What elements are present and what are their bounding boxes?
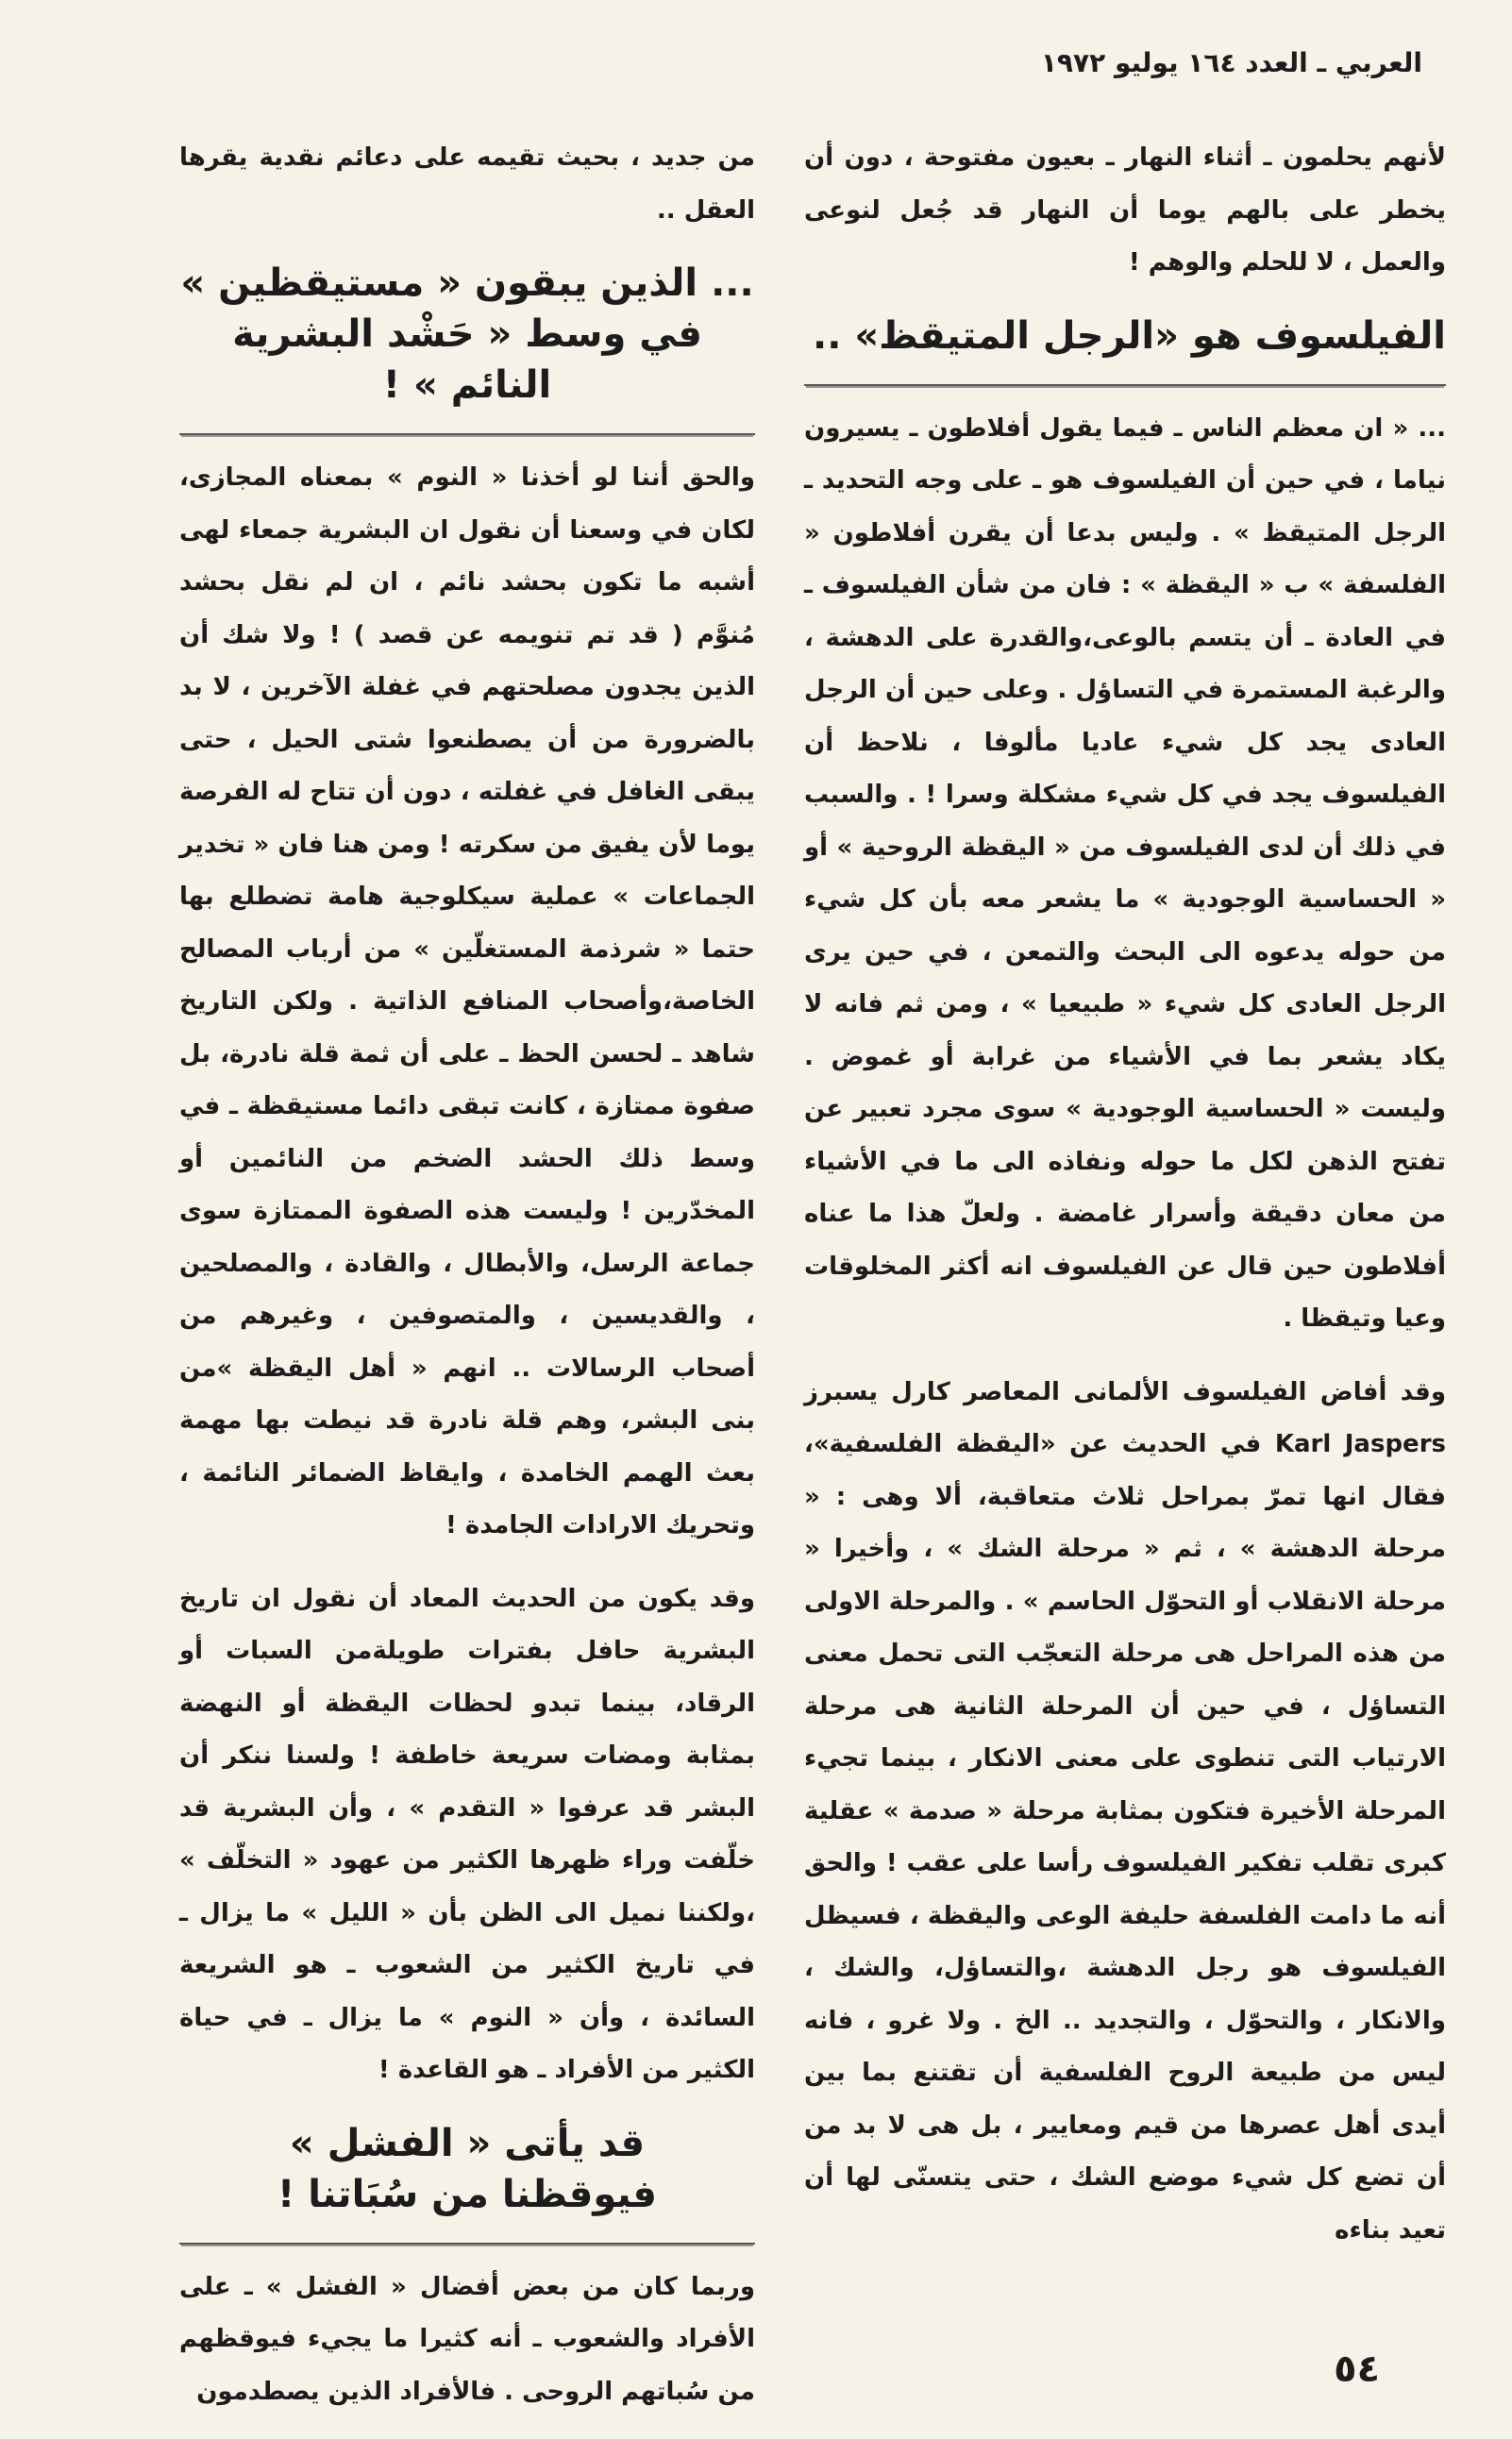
left-paragraph-3: وربما كان من بعض أفضال « الفشل » ـ على الأفراد والشعوب ـ أنه كثيرا ما يجيء فيوقظهم من سُباتهم الروحى . فالأفراد الذين يصطدمون <box>179 2272 755 2406</box>
heading-awake-line2: في وسط « حَشْد البشرية النائم » ! <box>232 312 702 407</box>
section-heading-philosopher: الفيلسوف هو «الرجل المتيقظ» .. <box>813 313 1446 358</box>
right-column <box>804 132 1446 2278</box>
left-paragraph-2: وقد يكون من الحديث المعاد أن نقول ان تاريخ البشرية حافل بفترات طويلةمن السبات أو الرقاد، بينما تبدو لحظات اليقظة أو النهضة بمثابة ومضات سريعة خاطفة ! ولسنا ننكر أن البشر قد عرفوا « التقدم » ، وأن البشرية قد خلّفت وراء ظهرها الكثير من عهود « التخلّف » ،ولكننا نميل الى الظن بأن « الليل » ما يزال ـ في تاريخ الكثير من الشعوب ـ هو الشريعة السائدة ، وأن « النوم » ما يزال ـ في حياة الكثير من الأفراد ـ هو القاعدة ! <box>179 1584 755 2084</box>
right-paragraph-1: ... « ان معظم الناس ـ فيما يقول أفلاطون ـ يسيرون نياما ، في حين أن الفيلسوف هو ـ على وجه التحديد ـ الرجل المتيقظ » . وليس بدعا أن يقرن أفلاطون « الفلسفة » ب « اليقظة » : فان من شأن الفيلسوف ـ في العادة ـ أن يتسم بالوعى،والقدرة على الدهشة ، والرغبة المستمرة في التساؤل . وعلى حين أن الرجل العادى يجد كل شيء عاديا مألوفا ، نلاحظ أن الفيلسوف يجد في كل شيء مشكلة وسرا ! . والسبب في ذلك أن لدى الفيلسوف من « اليقظة الروحية » أو « الحساسية الوجودية » ما يشعر معه بأن كل شيء من حوله يدعوه الى البحث والتمعن ، في حين يرى الرجل العادى كل شيء « طبيعيا » ، ومن ثم فانه لا يكاد يشعر بما في الأشياء من غرابة أو غموض . وليست « الحساسية الوجودية » سوى مجرد تعبير عن تفتح الذهن لكل ما حوله ونفاذه الى ما في الأشياء من معان دقيقة وأسرار غامضة . ولعلّ هذا ما عناه أفلاطون حين قال عن الفيلسوف انه أكثر المخلوقات وعيا وتيقظا . <box>804 413 1446 1333</box>
page-number: ٥٤ <box>1334 2347 1380 2391</box>
running-header: العربي ـ العدد ١٦٤ يوليو ١٩٧٢ <box>1040 47 1422 78</box>
left-paragraph-1: والحق أننا لو أخذنا « النوم » بمعناه المجازى، لكان في وسعنا أن نقول ان البشرية جمعاء لهى أشبه ما تكون بحشد نائم ، ان لم نقل بحشد مُنوَّم ( قد تم تنويمه عن قصد ) ! ولا شك أن الذين يجدون مصلحتهم في غفلة الآخرين ، لا بد بالضرورة من أن يصطنعوا شتى الحيل ، حتى يبقى الغافل في غفلته ، دون أن تتاح له الفرصة يوما لأن يفيق من سكرته ! ومن هنا فان « تخدير الجماعات » عملية سيكلوجية هامة تضطلع بها حتما « شرذمة المستغلّين » من أرباب المصالح الخاصة،وأصحاب المنافع الذاتية . ولكن التاريخ شاهد ـ لحسن الحظ ـ على أن ثمة قلة نادرة، بل صفوة ممتازة ، كانت تبقى دائما مستيقظة ـ في وسط ذلك الحشد الضخم من النائمين أو المخدّرين ! وليست هذه الصفوة الممتازة سوى جماعة الرسل، والأبطال ، والقادة ، والمصلحين ، والقديسين ، والمتصوفين ، وغيرهم من أصحاب الرسالات .. انهم « أهل اليقظة »من بنى البشر، وهم قلة نادرة قد نيطت بها مهمة بعث الهمم الخامدة ، وايقاظ الضمائر النائمة ، وتحريك الارادات الجامدة ! <box>179 463 755 1539</box>
right-paragraph-2: وقد أفاض الفيلسوف الألمانى المعاصر كارل يسبرز Karl Jaspers في الحديث عن «اليقظة الفلسفية»، فقال انها تمرّ بمراحل ثلاث متعاقبة، ألا وهى : « مرحلة الدهشة » ، ثم « مرحلة الشك » ، وأخيرا « مرحلة الانقلاب أو التحوّل الحاسم » . والمرحلة الاولى من هذه المراحل هى مرحلة التعجّب التى تحمل معنى التساؤل ، في حين أن المرحلة الثانية هى مرحلة الارتياب التى تنطوى على معنى الانكار ، بينما تجيء المرحلة الأخيرة فتكون بمثابة مرحلة « صدمة » عقلية كبرى تقلب تفكير الفيلسوف رأسا على عقب ! والحق أنه ما دامت الفلسفة حليفة الوعى واليقظة ، فسيظل الفيلسوف هو رجل الدهشة ،والتساؤل، والشك ، والانكار ، والتحوّل ، والتجديد .. الخ . ولا غرو ، فانه ليس من طبيعة الروح الفلسفية أن تقتنع بما بين أيدى أهل عصرها من قيم ومعايير ، بل هى لا بد من أن تضع كل شيء موضع الشك ، حتى يتسنّى لها أن تعيد بناءه <box>804 1377 1446 2245</box>
heading-failure-line1: قد يأتى « الفشل » <box>289 2121 646 2165</box>
heading-awake-line1: ... الذين يبقون « مستيقظين » <box>180 261 754 305</box>
right-intro-paragraph: لأنهم يحلمون ـ أثناء النهار ـ بعيون مفتوحة ، دون أن يخطر على بالهم يوما أن النهار قد جُعل لنوعى والعمل ، لا للحلم والوهم ! <box>804 143 1446 277</box>
heading-underline <box>804 375 1446 386</box>
section-heading-awake <box>179 258 755 411</box>
left-intro-paragraph: من جديد ، بحيث تقيمه على دعائم نقدية يقرها العقل .. <box>179 143 755 225</box>
section-heading-failure <box>179 2118 755 2220</box>
heading-failure-line2: فيوقظنا من سُبَاتنا ! <box>277 2172 657 2216</box>
heading-underline <box>179 2233 755 2245</box>
heading-underline <box>179 424 755 435</box>
left-column <box>179 132 755 2439</box>
